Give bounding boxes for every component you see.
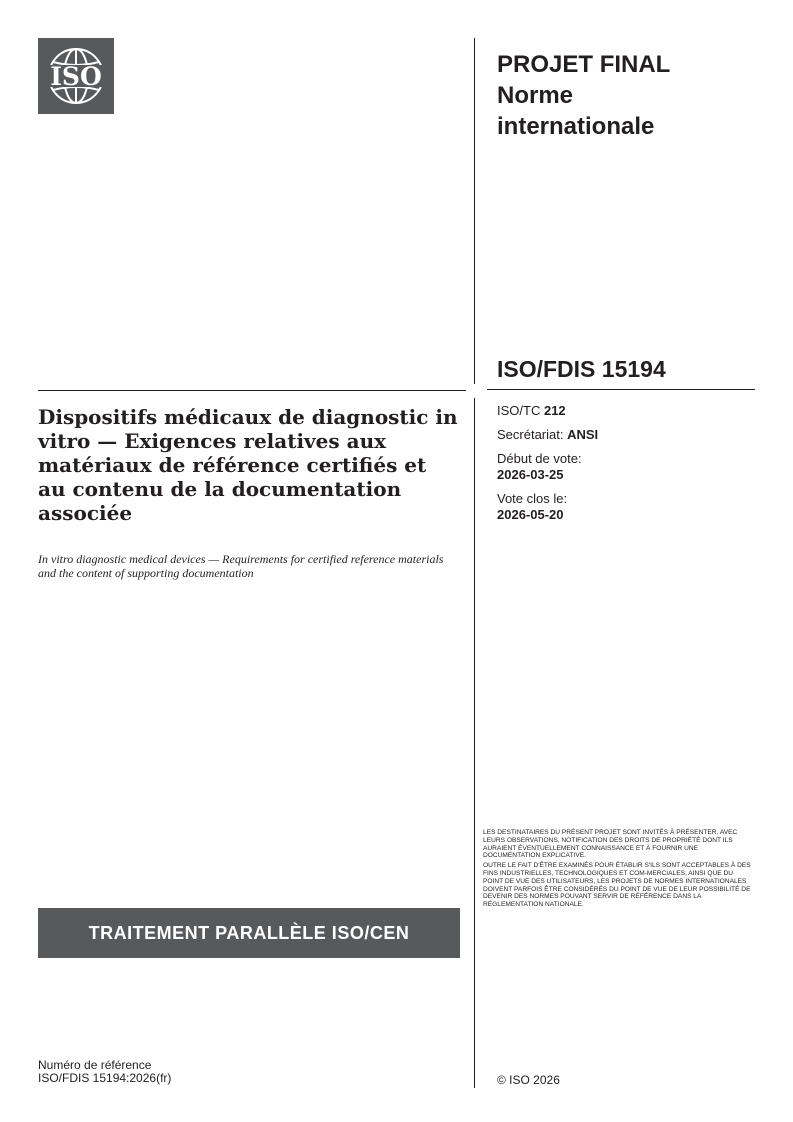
document-title-english: In vitro diagnostic medical devices — Requirements for certified reference materials and the content of supporting documentation [38, 552, 444, 580]
reference-label: Numéro de référence [38, 1058, 152, 1072]
horizontal-divider-left [38, 390, 466, 391]
reference-value: ISO/FDIS 15194:2026(fr) [38, 1071, 172, 1085]
logo-text: ISO [50, 62, 102, 91]
vertical-divider-bottom [474, 398, 475, 1088]
banner-text: TRAITEMENT PARALLÈLE ISO/CEN [88, 922, 410, 943]
horizontal-divider-right [487, 389, 755, 390]
iso-globe-icon [38, 38, 114, 114]
secretariat-value: ANSI [567, 427, 599, 442]
technical-committee [497, 403, 598, 419]
status-line-1: PROJET FINAL [497, 51, 671, 78]
secretariat [497, 427, 598, 443]
vote-start-value: 2026-03-25 [497, 467, 564, 482]
tc-label: ISO/TC [497, 403, 541, 418]
status-line-2: Norme [497, 82, 574, 109]
vertical-divider-top [474, 38, 475, 384]
document-title-french: Dispositifs médicaux de diagnostic in vitro — Exigences relatives aux matériaux de référence certifiés et au contenu de la documentation associée [38, 405, 458, 525]
vote-end-value: 2026-05-20 [497, 507, 564, 522]
tc-value: 212 [543, 403, 566, 418]
reference-number [38, 1059, 171, 1085]
status-line-3: internationale [497, 113, 655, 140]
vote-start [497, 451, 598, 483]
vote-end-label: Vote clos le: [497, 491, 568, 506]
document-status [497, 49, 670, 142]
vote-start-label: Début de vote: [497, 451, 582, 466]
iso-logo [38, 38, 114, 114]
parallel-processing-banner [38, 908, 460, 958]
document-metadata [497, 403, 598, 531]
vote-end [497, 491, 598, 523]
copyright: © ISO 2026 [497, 1073, 560, 1087]
notice-paragraph-1: LES DESTINATAIRES DU PRÉSENT PROJET SONT INVITÉS À PRÉSENTER, AVEC LEURS OBSERVATIONS, NOTIFICATION DES DROITS DE PROPRIÉTÉ DONT ILS AURAIENT ÉVENTUELLEMENT CONNAISSANCE ET À FOURNIR UNE DOCUMENTATION EXPLICATIVE. [483, 829, 738, 860]
notice-paragraph-2: OUTRE LE FAIT D'ÊTRE EXAMINÉS POUR ÉTABLIR S'ILS SONT ACCEPTABLES À DES FINS INDUSTRIELLES, TECHNOLOGIQUES ET COM-MERCIALES, AINSI QUE DU POINT DE VUE DES UTILISATEURS, LES PROJETS DE NORMES INTERNATIONALES DOIVENT PARFOIS ÊTRE CONSIDÉRÉS DU POINT DE VUE DE LEUR POSSIBILITÉ DE DEVENIR DES NORMES POUVANT SERVIR DE RÉFÉRENCE DANS LA RÉGLEMENTATION NATIONALE. [483, 862, 751, 909]
document-number: ISO/FDIS 15194 [497, 356, 666, 382]
secretariat-label: Secrétariat: [497, 427, 564, 442]
recipients-notice [483, 829, 753, 911]
